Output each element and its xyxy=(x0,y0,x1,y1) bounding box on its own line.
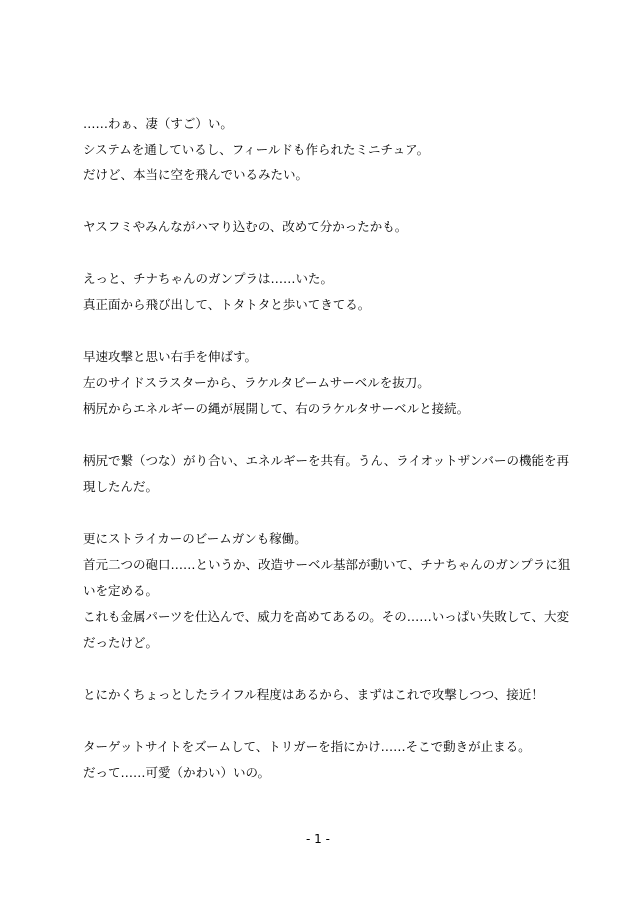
text-line: だって……可愛（かわい）いの。 xyxy=(83,765,271,780)
text-line: 真正面から飛び出して、トタトタと歩いてきてる。 xyxy=(83,297,371,312)
text-line: ターゲットサイトをズームして、トリガーを指にかけ……そこで動きが止まる。 xyxy=(83,739,531,754)
text-line: システムを通しているし、フィールドも作られたミニチュア。 xyxy=(83,142,430,157)
text-line: これも金属パーツを仕込んで、威力を高めてあるの。その……いっぱい失敗して、大変 xyxy=(83,609,570,624)
text-line: 柄尻で繋（つな）がり合い、エネルギーを共有。うん、ライオットザンバーの機能を再 xyxy=(83,453,570,468)
text-line: とにかくちょっとしたライフル程度はあるから、まずはこれで攻撃しつつ、接近！ xyxy=(83,687,544,702)
text-line: だったけど。 xyxy=(83,635,159,650)
text-line: 首元二つの砲口……というか、改造サーベル基部が動いて、チナちゃんのガンプラに狙 xyxy=(83,557,571,572)
text-line: 更にストライカーのビームガンも稼働。 xyxy=(83,531,307,546)
text-line: 現したんだ。 xyxy=(83,479,159,494)
text-line: 柄尻からエネルギーの縄が展開して、右のラケルタサーベルと接続。 xyxy=(83,401,470,416)
text-line: ……わぁ、凄（すご）い。 xyxy=(83,116,233,131)
text-line: えっと、チナちゃんのガンプラは……いた。 xyxy=(83,271,334,286)
page-number: - 1 - xyxy=(306,832,330,846)
text-line: ヤスフミやみんながハマり込むの、改めて分かったかも。 xyxy=(83,219,408,234)
text-line: 早速攻撃と思い右手を伸ばす。 xyxy=(83,349,258,364)
text-line: だけど、本当に空を飛んでいるみたい。 xyxy=(83,167,309,182)
text-line: いを定める。 xyxy=(83,583,159,598)
text-line: 左のサイドスラスターから、ラケルタビームサーベルを抜刀。 xyxy=(83,375,430,390)
